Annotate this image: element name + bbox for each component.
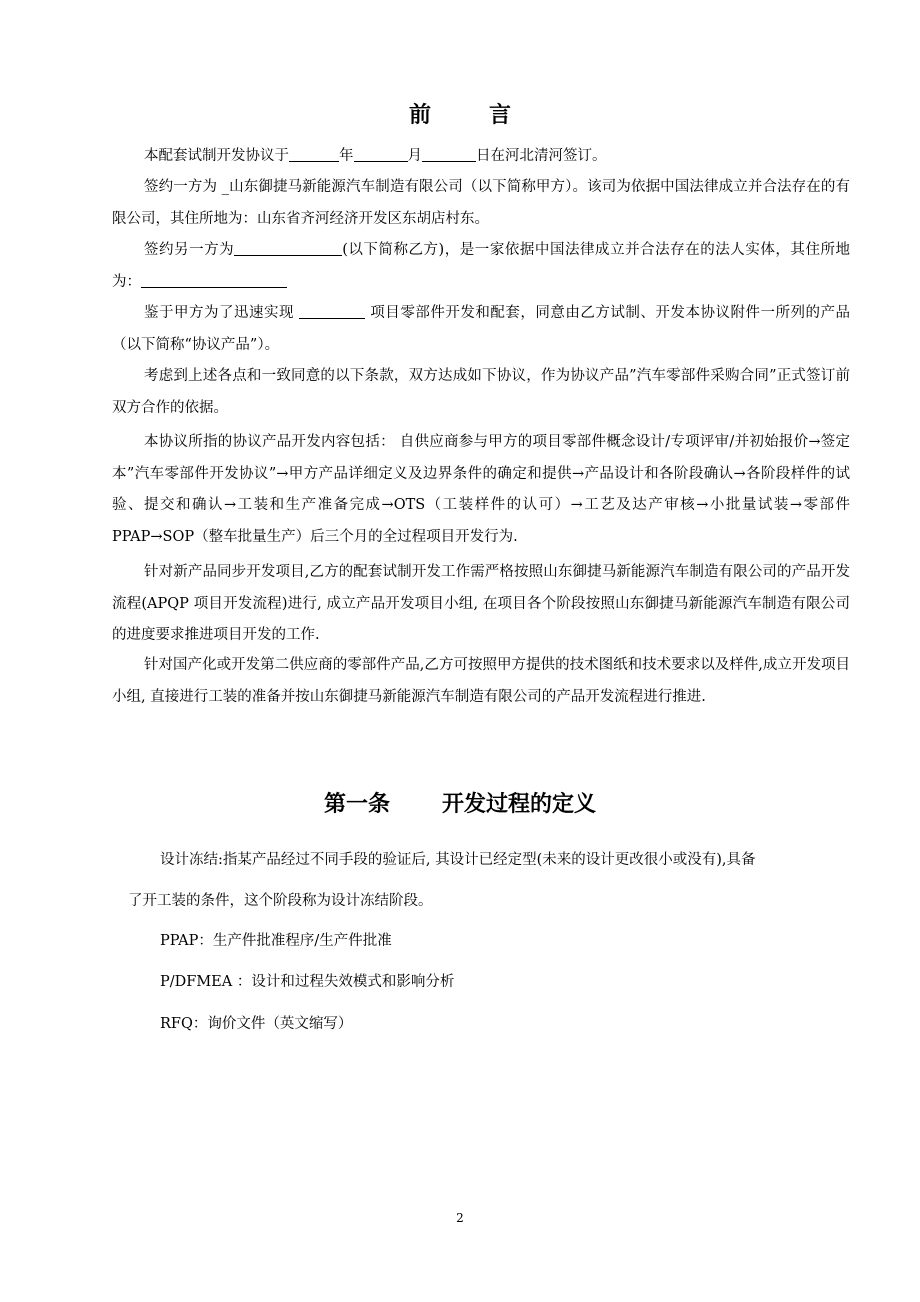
preface-title-part2: 言: [489, 102, 512, 128]
article1-number: 第一条: [323, 791, 390, 817]
article1-heading: [0, 789, 920, 819]
month-blank: [354, 145, 408, 162]
year-label: 年: [339, 148, 354, 164]
ppap-definition: PPAP：生产件批准程序/生产件批准: [160, 933, 392, 949]
design-freeze-definition-continued: 了开工装的条件，这个阶段称为设计冻结阶段。: [128, 893, 433, 909]
month-label: 月: [407, 148, 422, 164]
signing-date-text: 本配套试制开发协议于: [144, 148, 289, 164]
design-freeze-definition: 设计冻结:指某产品经过不同手段的验证后, 其设计已经定型(未来的设计更改很小或没有),具备: [160, 852, 756, 868]
day-label: 日在河北清河签订。: [476, 148, 607, 164]
preface-paragraph-scope: 本协议所指的协议产品开发内容包括： 自供应商参与甲方的项目零部件概念设计/专项评审/并初始报价→签定本”汽车零部件开发协议”→甲方产品详细定义及边界条件的确定和提供→产品设计和各阶段确认→各阶段样件的试验、提交和确认→工装和生产准备完成→OTS（工装样件的认可）→工艺及达产审核→小批量试装→零部件 PPAP→SOP（整车批量生产）后三个月的全过程项目开发行为.: [112, 434, 850, 545]
preface-title-part1: 前: [408, 102, 431, 128]
party-b-text-a: 签约另一方为: [144, 242, 235, 258]
rfq-definition: RFQ：询价文件（英文缩写）: [160, 1016, 353, 1032]
year-blank: [289, 145, 339, 162]
pdfmea-definition: P/DFMEA ：设计和过程失效模式和影响分析: [160, 974, 455, 990]
party-b-address-blank: [141, 271, 287, 288]
day-blank: [422, 145, 476, 162]
preface-paragraph-basis: 考虑到上述各点和一致同意的以下条款，双方达成如下协议，作为协议产品”汽车零部件采购合同”正式签订前双方合作的依据。: [112, 368, 850, 416]
preface-heading: [0, 100, 920, 130]
party-b-text-b: (以下简称乙方)，是一家依据中国法律成立并合法存在的法人实体，其住所地为：: [112, 242, 851, 290]
preface-paragraph-project: [112, 298, 850, 361]
party-b-name-blank: [234, 239, 342, 256]
project-name-blank: [299, 302, 365, 319]
project-text-a: 鉴于甲方为了迅速实现: [144, 305, 300, 321]
article1-title: 开发过程的定义: [442, 791, 597, 817]
preface-paragraph-new-product: 针对新产品同步开发项目,乙方的配套试制开发工作需严格按照山东御捷马新能源汽车制造有限公司的产品开发流程(APQP 项目开发流程)进行, 成立产品开发项目小组, 在项目各个阶段按照山东御捷马新能源汽车制造有限公司的进度要求推进项目开发的工作.: [112, 564, 850, 643]
preface-paragraph-localization: 针对国产化或开发第二供应商的零部件产品,乙方可按照甲方提供的技术图纸和技术要求以及样件,成立开发项目小组, 直接进行工装的准备并按山东御捷马新能源汽车制造有限公司的产品开发流程进行推进.: [112, 657, 850, 705]
page-number: 2: [456, 1211, 464, 1225]
project-text-b: 项目零部件开发和配套，同意由乙方试制、开发本协议附件一所列的产品（以下简称“协议产品”）。: [112, 305, 851, 353]
preface-paragraph-party-a: 签约一方为 _山东御捷马新能源汽车制造有限公司（以下简称甲方）。该司为依据中国法律成立并合法存在的有限公司，其住所地为：山东省齐河经济开发区东胡店村东。: [112, 179, 850, 227]
preface-paragraph-party-b: [112, 235, 850, 298]
preface-paragraph-signing-date: [112, 141, 850, 173]
